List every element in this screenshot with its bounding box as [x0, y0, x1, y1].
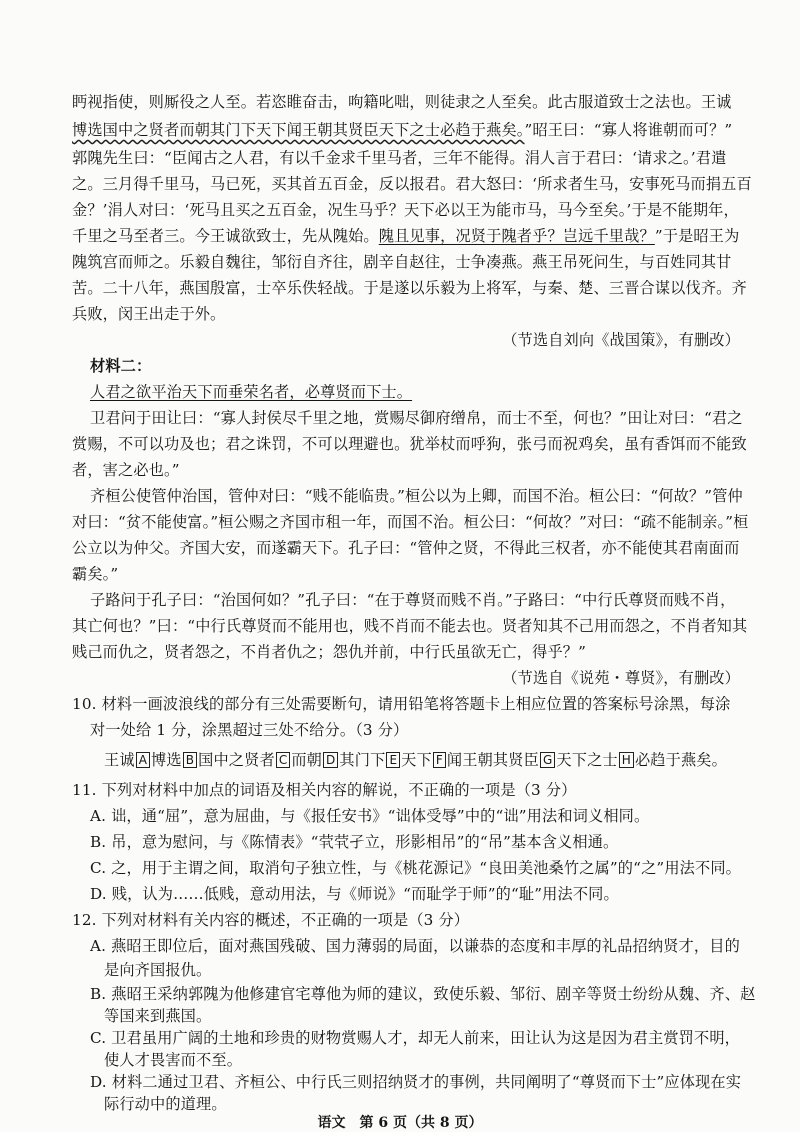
q10-seg-6: 天下: [401, 751, 432, 769]
q12-stem: 12. 下列对材料有关内容的概述，不正确的一项是（3 分）: [72, 911, 470, 929]
m1-source: （节选自刘向《战国策》，有删改）: [502, 331, 740, 349]
q12-line-7: D. 材料二通过卫君、齐桓公、中行氏三则招纳贤才的事例，共同阐明了“尊贤而下士”应体现在实: [90, 1073, 742, 1091]
m2-line-9: 其亡何也？”曰：“中行氏尊贤而不能用也，贱不肖而不能去也。贤者知其不己用而怨之，不肖者知其: [72, 617, 748, 635]
q10-stem-2: 对一处给 1 分，涂黑超过三处不给分。（3 分）: [90, 721, 409, 739]
q11-option-d: D. 贱，认为……低贱，意动用法，与《师说》“而耻学于师”的“耻”用法不同。: [90, 885, 619, 903]
q12-line-4: 等国来到燕国。: [104, 1007, 212, 1025]
m1-line-1: 眄视指使，则厮役之人至。若恣睢奋击，呴籍叱咄，则徒隶之人至矣。此古服道致士之法也。王诚: [72, 93, 732, 111]
q12-line-5: C. 卫君虽用广阔的土地和珍贵的财物赏赐人才，却无人前来，田让认为这是因为君主赏罚不明，: [90, 1029, 741, 1047]
m1-line-6-head: 千里之马至者三。今王诚欲致士，先从隗始。: [72, 227, 379, 245]
m2-line-6: 公立以为仲父。齐国大安，而遂霸天下。孔子曰：“管仲之贤，不得此三权者，亦不能使其君南面而: [72, 539, 740, 557]
m1-line-3: 郭隗先生曰：“臣闻古之人君，有以千金求千里马者，三年不能得。涓人言于君曰：‘请求之。’君遣: [72, 149, 727, 167]
q10-seg-1: 王诚: [104, 751, 135, 769]
q10-marker-d[interactable]: D: [323, 752, 338, 768]
q10-marker-c[interactable]: C: [276, 752, 291, 768]
q11-option-b: B. 吊，意为慰问，与《陈情表》“茕茕孑立，形影相吊”的“吊”基本含义相通。: [90, 833, 619, 851]
q10-seg-5: 其门下: [339, 751, 386, 769]
q10-marker-a[interactable]: A: [136, 752, 150, 768]
q10-marker-h[interactable]: H: [619, 752, 634, 768]
m2-line-4: 齐桓公使管仲治国，管仲对曰：“贱不能临贵。”桓公以为上卿，而国不治。桓公曰：“何故？”管仲: [90, 487, 743, 505]
m1-line-5: 金？’涓人对曰：‘死马且买之五百金，况生马乎？天下必以王为能市马，马今至矣。’于是不能期年，: [72, 201, 739, 219]
m1-line-6: [72, 226, 739, 246]
m1-line-2-tail: ”昭王曰：“寡人将谁朝而可？”: [524, 121, 733, 139]
q11-option-c: C. 之，用于主谓之间，取消句子独立性，与《桃花源记》“良田美池桑竹之属”的“之”用法不同。: [90, 859, 742, 877]
q10-marker-e[interactable]: E: [386, 752, 400, 768]
m2-line-5: 对曰：“贫不能使富。”桓公赐之齐国市租一年，而国不治。桓公曰：“何故？”对曰：“疏不能制亲。”桓: [72, 513, 749, 531]
q12-line-2: 是向齐国报仇。: [104, 961, 212, 979]
q11-option-a: A. 诎，通“屈”，意为屈曲，与《报任安书》“诎体受辱”中的“诎”用法和词义相同。: [90, 807, 650, 825]
q12-line-6: 使人才畏害而不至。: [104, 1051, 243, 1069]
m2-line-7: 霸矣。”: [72, 565, 119, 583]
q12-line-3: B. 燕昭王采纳郭隗为他修建官宅尊他为师的建议，致使乐毅、邹衍、剧辛等贤士纷纷从魏、齐、赵: [90, 985, 756, 1003]
m1-line-4: 之。三月得千里马，马已死，买其首五百金，反以报君。君大怒曰：‘所求者生马，安事死马而捐五百: [72, 175, 752, 193]
m2-line-2: 赏赐，不可以功及也；君之诛罚，不可以理避也。犹举杖而呼狗，张弓而祝鸡矣，虽有香饵而不能致: [72, 435, 747, 453]
q10-seg-7: 闻王朝其贤臣: [446, 751, 539, 769]
m1-underlined-sentence: 隗且见事，况贤于隗者乎？岂远千里哉？: [378, 227, 655, 245]
m1-line-6-tail: ”于是昭王为: [654, 227, 740, 245]
q11-stem: 11. 下列对材料中加点的词语及相关内容的解说，不正确的一项是（3 分）: [72, 781, 577, 799]
q12-line-1: A. 燕昭王即位后，面对燕国残破、国力薄弱的局面，以谦恭的态度和丰厚的礼品招纳贤才，目的: [90, 937, 740, 955]
q10-marker-f[interactable]: F: [433, 752, 446, 768]
m2-line-8: 子路问于孔子曰：“治国何如？”孔子曰：“在于尊贤而贱不肖。”子路曰：“中行氏尊贤而贱不肖，: [90, 591, 736, 609]
q12-line-8: 际行动中的道理。: [104, 1095, 227, 1113]
m2-lead: 人君之欲平治天下而垂荣名者，必尊贤而下士。: [90, 383, 413, 401]
q10-marker-g[interactable]: G: [540, 752, 555, 768]
m2-line-3: 者，害之必也。”: [72, 461, 180, 479]
q10-stem-1: 10. 材料一画波浪线的部分有三处需要断句，请用铅笔将答题卡上相应位置的答案标号涂黑，每涂: [72, 695, 731, 713]
q10-seg-9: 必趋于燕矣。: [634, 751, 727, 769]
m2-line-10: 贱己而仇之，贤者怨之，不肖者仇之；怨仇并前，中行氏虽欲无亡，得乎？”: [72, 643, 587, 661]
m1-line-2: [72, 120, 732, 140]
q10-seg-8: 天下之士: [556, 751, 618, 769]
m1-line-8: 苦。二十八年，燕国殷富，士卒乐佚轻战。于是遂以乐毅为上将军，与秦、楚、三晋合谋以伐齐。齐: [72, 279, 747, 297]
m2-source: （节选自《说苑・尊贤》，有删改）: [502, 669, 740, 687]
q10-answer-row: [104, 750, 727, 770]
m1-line-9: 兵败，闵王出走于外。: [72, 305, 226, 323]
m2-heading: 材料二：: [90, 357, 152, 375]
q10-seg-2: 博选: [151, 751, 182, 769]
m1-line-7: 隗筑宫而师之。乐毅自魏往，邹衍自齐往，剧辛自赵往，士争凑燕。燕王吊死问生，与百姓同其甘: [72, 253, 732, 271]
q10-marker-b[interactable]: B: [183, 752, 197, 768]
m1-wavy-passage: 博选国中之贤者而朝其门下天下闻王朝其贤臣天下之士必趋于燕矣。: [72, 121, 525, 139]
q10-seg-4: 而朝: [291, 751, 323, 769]
page-footer: 语文 第 6 页（共 8 页）: [317, 1115, 483, 1131]
q10-seg-3: 国中之贤者: [198, 751, 275, 769]
m2-line-1: 卫君问于田让曰：“寡人封侯尽千里之地，赏赐尽御府缯帛，而士不至，何也？”田让对曰：“君之: [90, 409, 743, 427]
